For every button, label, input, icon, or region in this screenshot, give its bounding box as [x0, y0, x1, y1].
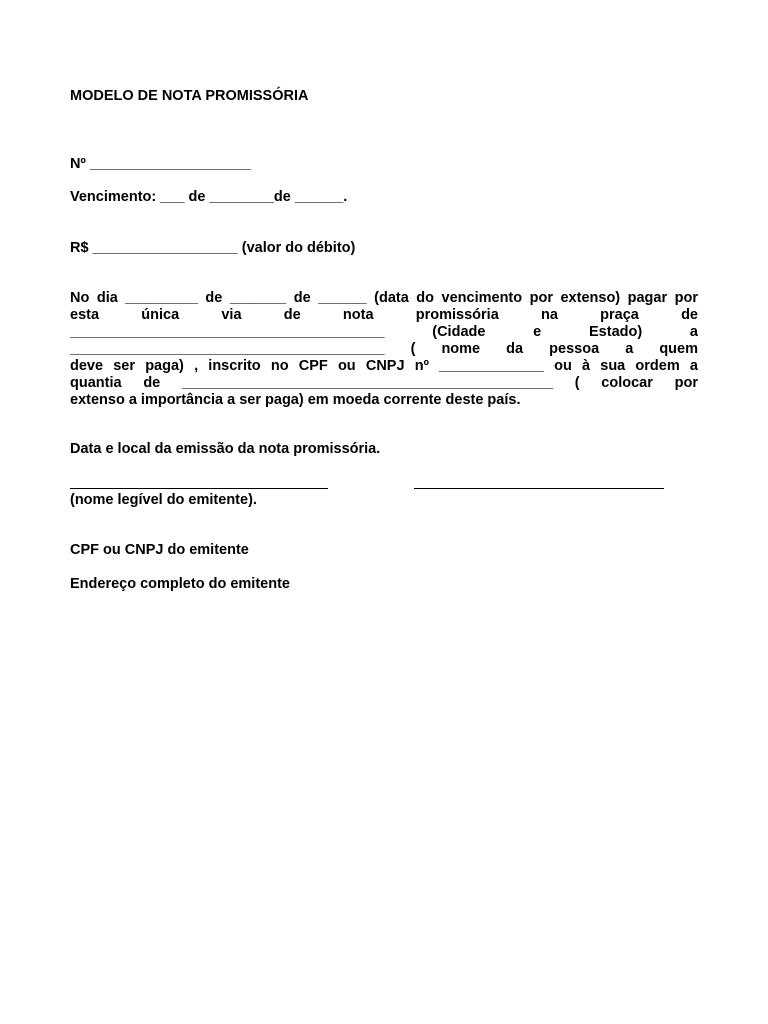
signature-line-left: [70, 488, 328, 489]
document-title: MODELO DE NOTA PROMISSÓRIA: [70, 88, 309, 104]
paragraph-line-5: deve ser paga) , inscrito no CPF ou CNPJ nº _____________ ou à sua ordem a: [70, 358, 698, 374]
data-local-line: Data e local da emissão da nota promissória.: [70, 441, 381, 457]
vencimento-field-line: Vencimento: ___ de ________de ______.: [70, 189, 348, 205]
paragraph-line-3: _______________________________________ (Cidade e Estado) a: [70, 324, 698, 340]
signature-line-right: [414, 488, 664, 489]
nome-legivel-line: (nome legível do emitente).: [70, 492, 257, 508]
cpf-line: CPF ou CNPJ do emitente: [70, 542, 249, 558]
paragraph-line-1: No dia _________ de _______ de ______ (data do vencimento por extenso) pagar por: [70, 290, 698, 306]
valor-field-line: R$ __________________ (valor do débito): [70, 240, 356, 256]
paragraph-line-2: esta única via de nota promissória na praça de: [70, 307, 698, 323]
paragraph-line-7: extenso a importância a ser paga) em moeda corrente deste país.: [70, 392, 521, 408]
paragraph-line-6: quantia de ______________________________________________ ( colocar por: [70, 375, 698, 391]
paragraph-line-4: _______________________________________ ( nome da pessoa a quem: [70, 341, 698, 357]
numero-field-line: Nº ____________________: [70, 156, 252, 172]
endereco-line: Endereço completo do emitente: [70, 576, 290, 592]
